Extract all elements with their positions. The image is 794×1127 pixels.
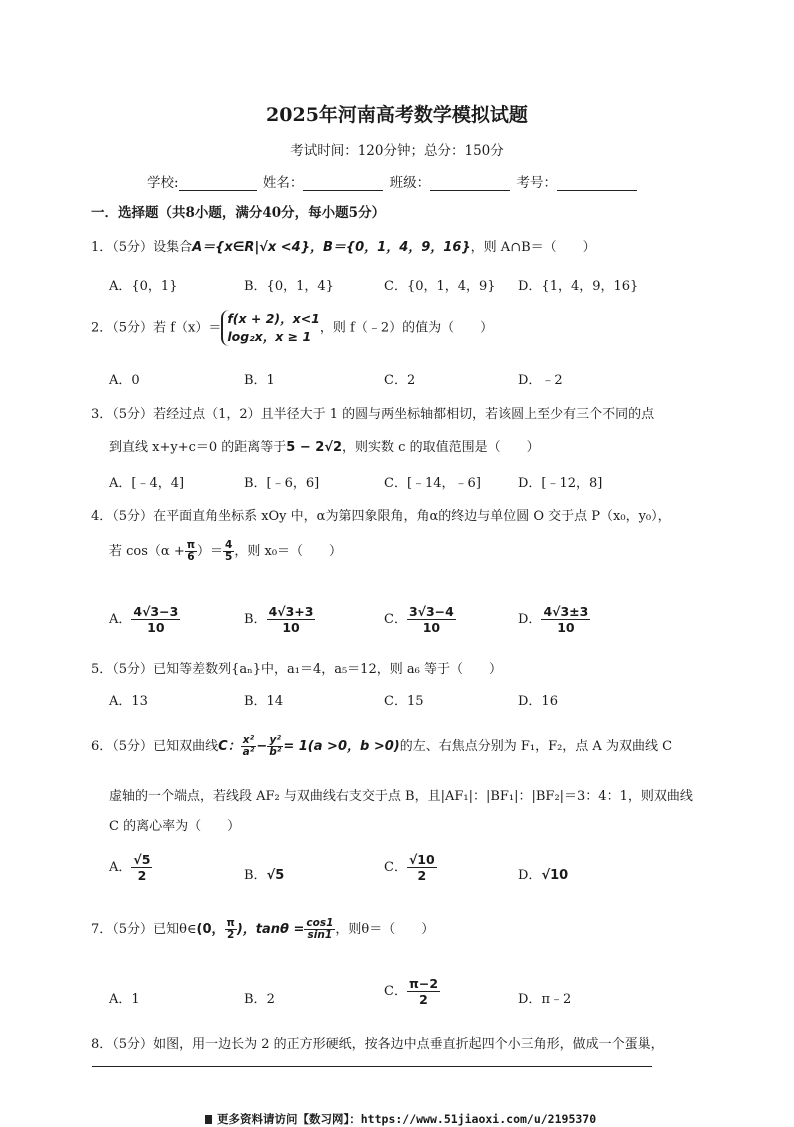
q6-option-d[interactable]: D．√10 [518,868,569,883]
class-blank[interactable] [430,176,510,191]
four-fifths-fraction: $\frac{4}{5}$ [225,539,233,563]
q2-option-d[interactable]: D．﹣2 [518,373,563,388]
exam-number-label: 考号： [516,175,557,191]
question-4: 4．（5分）在平面直角坐标系 xOy 中，α为第四象限角，角α的终边与单位圆 O 交于点 P（x₀，y₀）， [91,509,671,524]
footer-link[interactable]: 更多资料请访问【数习网】：https://www.51jiaoxi.com/u/2195370 [205,1111,596,1127]
q2-option-b[interactable]: B．1 [244,373,275,388]
question-6: 6．（5分）已知双曲线C： $\frac{\text{x²}}{\text{a²}}$ − $\frac{\text{y²}}{\text{b²}}$ = 1(a >0，b >0)的左、右焦点分别为 F₁，F₂，点 A 为双曲线 C [91,734,673,758]
q1-option-a[interactable]: A．{0，1} [109,279,178,294]
x2-over-a2-fraction: $\frac{\text{x²}}{\text{a²}}$ [242,734,255,758]
page-bottom-rule [92,1066,652,1067]
question-7: 7．（5分）已知θ∈(0， $\frac{\pi}{2}$ )，tanθ = $\frac{\cos 1}{\sin 1}$ ，则θ＝（ ） [91,917,435,941]
q3-option-d[interactable]: D．[﹣12，8] [518,476,603,491]
question-8: 8．（5分）如图，用一边长为 2 的正方形硬纸，按各边中点垂直折起四个小三角形，做成一个蛋巢， [91,1037,664,1052]
question-3: 3．（5分）若经过点（1，2）且半径大于 1 的圆与两坐标轴都相切，若该圆上至少有三个不同的点 [91,407,655,422]
q3-option-a[interactable]: A．[﹣4，4] [109,476,185,491]
cos1-over-sin1-fraction: $\frac{\cos 1}{\sin 1}$ [306,917,334,941]
q1-option-b[interactable]: B．{0，1，4} [244,279,334,294]
page-title: 2025年河南高考数学模拟试题 [266,104,528,126]
q6-option-c[interactable]: C． $\frac{√10}{2}$ [384,852,435,883]
q3-option-b[interactable]: B．[﹣6，6] [244,476,320,491]
section-heading: 一．选择题（共8小题，满分40分，每小题5分） [91,205,386,221]
q4-option-d[interactable]: D． $\frac{4√3\pm 3}{10}$ [518,604,589,635]
exam-number-blank[interactable] [557,176,637,191]
q7-option-a[interactable]: A．1 [109,992,140,1007]
name-blank[interactable] [303,176,383,191]
q5-option-c[interactable]: C．15 [384,694,424,709]
q7-option-b[interactable]: B．2 [244,992,275,1007]
q4-option-a[interactable]: A． $\frac{4√3-3}{10}$ [109,604,179,635]
class-label: 班级： [389,175,431,191]
q2-option-a[interactable]: A．0 [109,373,140,388]
pi-over-2-fraction: $\frac{\pi}{2}$ [226,917,235,941]
question-2: 2．（5分）若 f（x）＝ f(x + 2)，x<1 log₂x，x ≥ 1 ，则 f（﹣2）的值为（ ） [91,311,494,344]
school-blank[interactable] [179,176,257,191]
q2-option-c[interactable]: C．2 [384,373,416,388]
q5-option-d[interactable]: D．16 [518,694,558,709]
question-6-line-2: 虚轴的一个端点，若线段 AF₂ 与双曲线右支交于点 B，且|AF₁|：|BF₁|：|BF₂|＝3：4：1，则双曲线 [109,789,693,804]
q6-option-b[interactable]: B．√5 [244,868,285,883]
flag-icon [205,1115,212,1124]
y2-over-b2-fraction: $\frac{\text{y²}}{\text{b²}}$ [269,734,282,758]
q6-option-a[interactable]: A． $\frac{√5}{2}$ [109,852,151,883]
question-5: 5．（5分）已知等差数列{aₙ}中，a₁＝4，a₅＝12，则 a₆ 等于（ ） [91,662,502,677]
q7-option-d[interactable]: D．π﹣2 [518,992,572,1007]
school-label: 学校: [147,175,179,191]
question-6-line-3: C 的离心率为（ ） [109,819,241,834]
question-4-line-2: 若 cos（α + $\frac{\pi}{6}$ ）＝ $\frac{4}{5}$ ，则 x₀＝（ ） [109,539,343,563]
piecewise-function: f(x + 2)，x<1 log₂x，x ≥ 1 [221,310,320,346]
student-info-line [147,171,639,191]
q1-option-c[interactable]: C．{0，1，4，9} [384,279,496,294]
q4-option-b[interactable]: B． $\frac{4√3+3}{10}$ [244,604,314,635]
question-3-line-2: 到直线 x+y+c＝0 的距离等于5 − 2√2，则实数 c 的取值范围是（ ） [109,440,540,455]
q7-option-c[interactable]: C． $\frac{\pi-2}{2}$ [384,976,439,1007]
q1-option-d[interactable]: D．{1，4，9，16} [518,279,639,294]
exam-info: 考试时间：120分钟；总分：150分 [290,143,504,159]
q4-option-c[interactable]: C． $\frac{3√3-4}{10}$ [384,604,454,635]
name-label: 姓名： [262,175,304,191]
q5-option-a[interactable]: A．13 [109,694,148,709]
q3-option-c[interactable]: C．[﹣14，﹣6] [384,476,481,491]
question-1: 1．（5分）设集合A＝{x∈R|√x <4}，B＝{0，1，4，9，16}，则 A∩B＝（ ） [91,240,596,255]
pi-over-6-fraction: $\frac{\pi}{6}$ [186,539,196,563]
q5-option-b[interactable]: B．14 [244,694,284,709]
